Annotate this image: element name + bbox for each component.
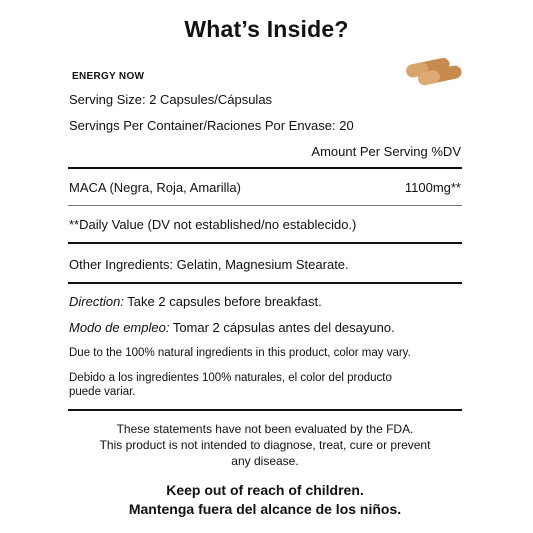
direction-label: Direction: bbox=[69, 294, 124, 309]
direction-line bbox=[69, 294, 322, 309]
divider bbox=[68, 282, 462, 284]
color-note-en: Due to the 100% natural ingredients in this product, color may vary. bbox=[69, 347, 411, 359]
ingredient-name: MACA (Negra, Roja, Amarilla) bbox=[69, 180, 241, 195]
brand-name: ENERGY NOW bbox=[72, 71, 145, 82]
divider bbox=[68, 242, 462, 244]
page-title: What’s Inside? bbox=[184, 16, 349, 42]
divider bbox=[68, 167, 462, 169]
amount-header: Amount Per Serving %DV bbox=[311, 144, 461, 159]
fda-disclaimer bbox=[68, 421, 462, 469]
warning-en: Keep out of reach of children. bbox=[166, 482, 364, 498]
child-warning bbox=[68, 481, 462, 519]
fda-line-2: This product is not intended to diagnose, treat, cure or prevent bbox=[99, 438, 431, 452]
warning-es: Mantenga fuera del alcance de los niños. bbox=[128, 501, 402, 517]
other-ingredients: Other Ingredients: Gelatin, Magnesium Stearate. bbox=[69, 257, 349, 272]
capsules-icon bbox=[403, 57, 465, 87]
servings-per-container: Servings Per Container/Raciones Por Envase: 20 bbox=[69, 118, 354, 133]
direction-text: Take 2 capsules before breakfast. bbox=[123, 294, 322, 309]
modo-line bbox=[69, 320, 395, 335]
modo-text: Tomar 2 cápsulas antes del desayuno. bbox=[169, 320, 395, 335]
serving-size: Serving Size: 2 Capsules/Cápsulas bbox=[69, 92, 273, 107]
fda-line-1: These statements have not been evaluated by the FDA. bbox=[116, 422, 414, 436]
modo-label: Modo de empleo: bbox=[69, 320, 170, 335]
divider bbox=[68, 205, 462, 206]
daily-value-note: **Daily Value (DV not established/no establecido.) bbox=[69, 217, 357, 232]
fda-line-3: any disease. bbox=[231, 454, 299, 468]
divider bbox=[68, 409, 462, 411]
color-note-es-1: Debido a los ingredientes 100% naturales, el color del producto bbox=[69, 372, 392, 384]
ingredient-amount: 1100mg** bbox=[404, 180, 461, 195]
color-note-es-2: puede variar. bbox=[69, 386, 136, 398]
